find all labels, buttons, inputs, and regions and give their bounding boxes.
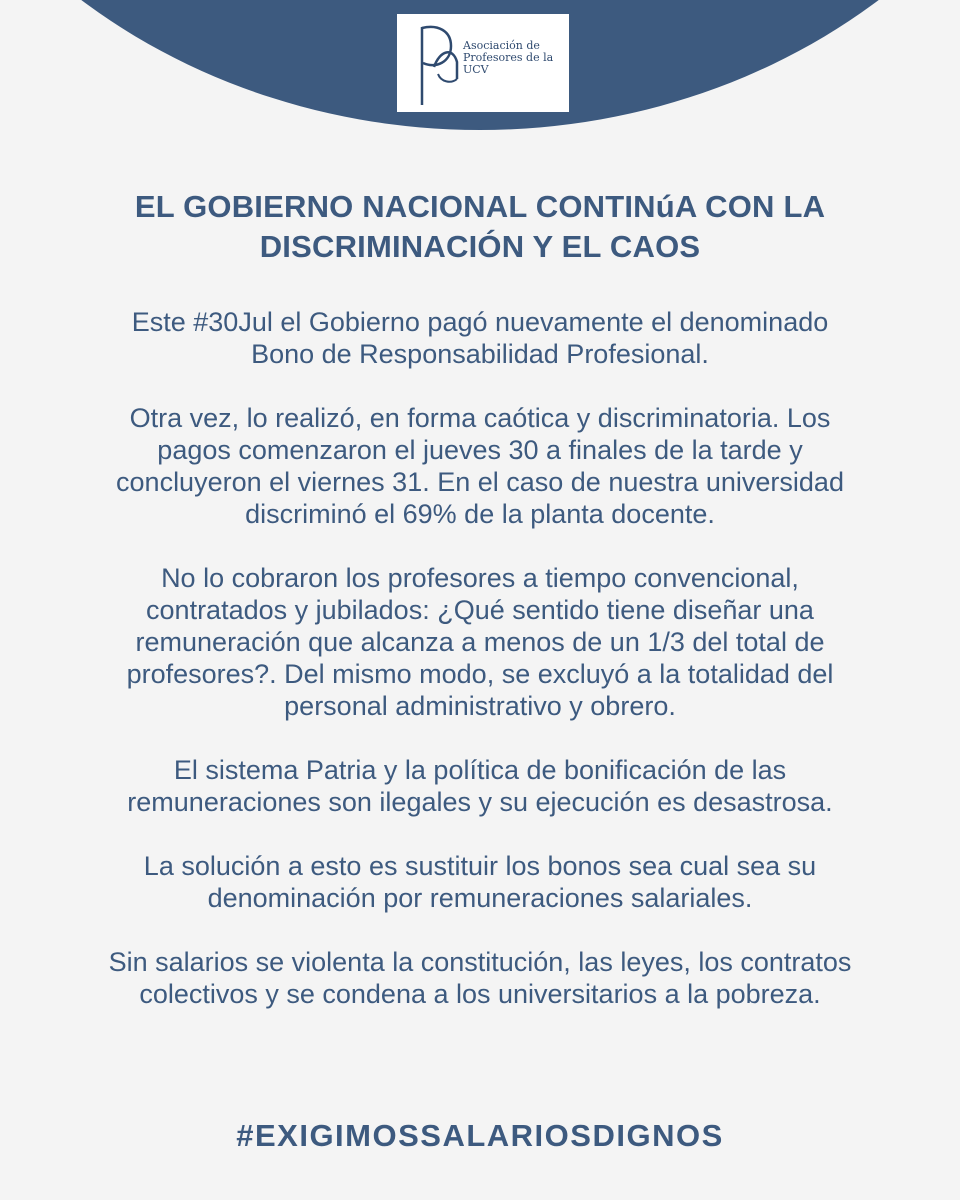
paragraph-line: Otra vez, lo realizó, en forma caótica y discriminatoria. Los xyxy=(129,403,831,433)
logo-monogram-icon xyxy=(407,21,463,107)
paragraph-line: Bono de Responsabilidad Profesional. xyxy=(251,339,709,369)
paragraph-line: No lo cobraron los profesores a tiempo convencional, xyxy=(161,563,799,593)
statement-body xyxy=(20,306,940,1042)
paragraph-line: remuneración que alcanza a menos de un 1/3 del total de xyxy=(135,627,825,657)
paragraph-line: La solución a esto es sustituir los bonos sea cual sea su xyxy=(143,851,817,881)
paragraph-line: remuneraciones son ilegales y su ejecución es desastrosa. xyxy=(127,787,833,817)
logo-line: Asociación de xyxy=(463,39,540,52)
paragraph-line: El sistema Patria y la política de bonificación de las xyxy=(173,755,787,785)
paragraph-line: colectivos y se condena a los universitarios a la pobreza. xyxy=(139,979,821,1009)
paragraph-line: profesores?. Del mismo modo, se excluyó a la totalidad del xyxy=(126,659,834,689)
headline xyxy=(40,187,920,267)
association-logo xyxy=(397,14,569,112)
logo-line: Profesores de la xyxy=(463,51,554,64)
paragraph-line: pagos comenzaron el jueves 30 a finales de la tarde y xyxy=(157,435,803,465)
paragraph-line: Este #30Jul el Gobierno pagó nuevamente el denominado xyxy=(131,307,829,337)
paragraph-line: personal administrativo y obrero. xyxy=(284,691,676,721)
logo-wordmark xyxy=(463,40,553,76)
headline-line: EL GOBIERNO NACIONAL CONTINúA CON LA xyxy=(134,189,826,224)
statement-paragraph xyxy=(20,946,940,1010)
paragraph-line: Sin salarios se violenta la constitución, las leyes, los contratos xyxy=(108,947,852,977)
statement-paragraph xyxy=(20,306,940,370)
statement-paragraph xyxy=(20,754,940,818)
paragraph-line: denominación por remuneraciones salariales. xyxy=(207,883,753,913)
paragraph-line: discriminó el 69% de la planta docente. xyxy=(245,499,715,529)
paragraph-line: concluyeron el viernes 31. En el caso de nuestra universidad xyxy=(116,467,844,497)
headline-line: DISCRIMINACIÓN Y EL CAOS xyxy=(259,229,701,264)
logo-line: UCV xyxy=(463,63,489,76)
hashtag: #EXIGIMOSSALARIOSDIGNOS xyxy=(236,1118,724,1153)
statement-paragraph xyxy=(20,850,940,914)
paragraph-line: contratados y jubilados: ¿Qué sentido tiene diseñar una xyxy=(146,595,814,625)
statement-paragraph xyxy=(20,562,940,722)
statement-paragraph xyxy=(20,402,940,530)
